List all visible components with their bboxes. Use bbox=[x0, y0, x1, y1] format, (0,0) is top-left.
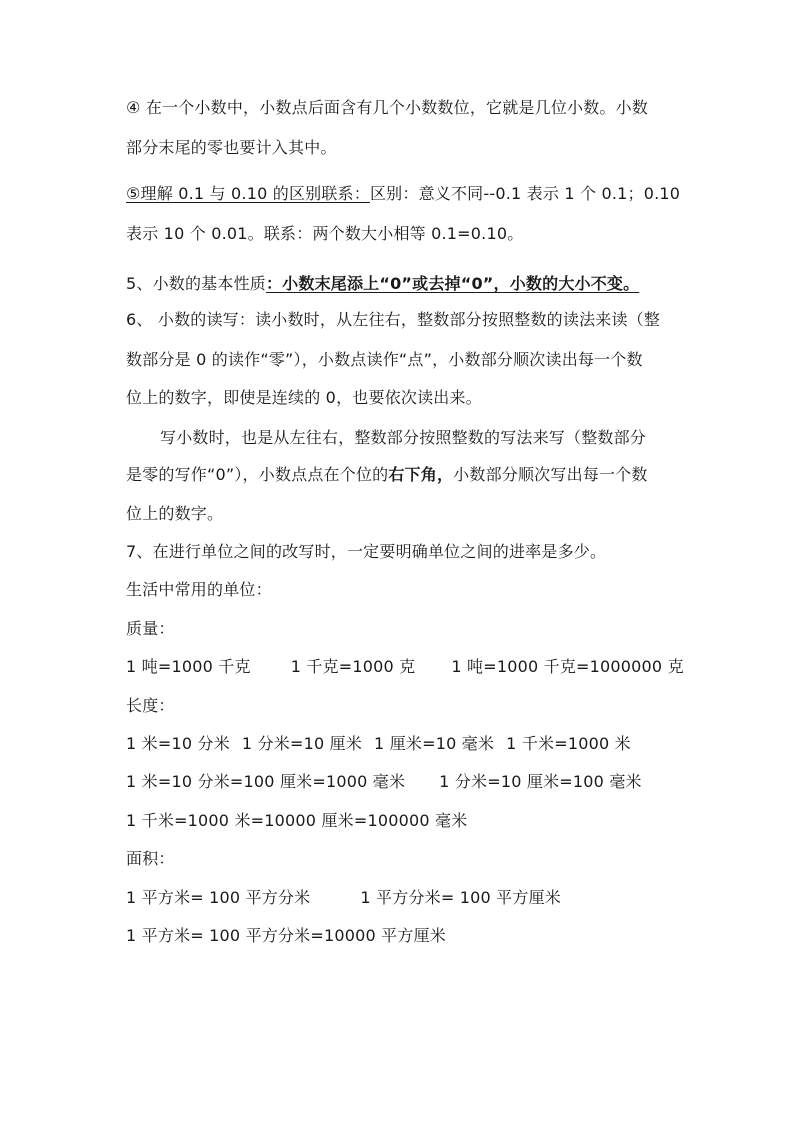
item5-circle-heading: ⑤理解 0.1 与 0.10 的区别联系： bbox=[126, 184, 370, 203]
item4-line1: ④ 在一个小数中，小数点后面含有几个小数数位，它就是几位小数。小数 bbox=[126, 98, 649, 117]
area-label: 面积： bbox=[126, 849, 175, 868]
length-eq4: 1 千米=1000 米 bbox=[506, 734, 631, 753]
item5-prefix: 5、小数的基本性质 bbox=[126, 274, 266, 293]
item6-line3: 位上的数字，即使是连续的 0，也要依次读出来。 bbox=[126, 388, 482, 407]
item5-circle-rest: 区别：意义不同--0.1 表示 1 个 0.1；0.10 bbox=[369, 184, 681, 203]
item6-line1: 6、 小数的读写：读小数时，从左往右，整数部分按照整数的读法来读（整 bbox=[126, 310, 661, 329]
mass-eq1: 1 吨=1000 千克 bbox=[126, 657, 251, 676]
item6-line5 bbox=[126, 463, 648, 487]
length-eq3: 1 厘米=10 毫米 bbox=[374, 734, 495, 753]
area-equations-row1 bbox=[126, 886, 561, 910]
item5-line bbox=[126, 272, 639, 296]
mass-eq3: 1 吨=1000 千克=1000000 克 bbox=[451, 657, 684, 676]
mass-equations bbox=[126, 655, 684, 679]
length-eq2: 1 分米=10 厘米 bbox=[241, 734, 363, 753]
units-intro: 生活中常用的单位： bbox=[126, 580, 272, 599]
item6-line2: 数部分是 0 的读作“零”），小数点读作“点”，小数部分顺次读出每一个数 bbox=[126, 350, 643, 369]
length-eq5: 1 米=10 分米=100 厘米=1000 毫米 bbox=[126, 772, 406, 791]
length-equations-row2 bbox=[126, 770, 642, 794]
item6-line5-bold: 右下角， bbox=[388, 465, 454, 484]
item5-bold-rule: ：小数末尾添上“0”或去掉“0”，小数的大小不变。 bbox=[265, 274, 640, 293]
item6-line6: 位上的数字。 bbox=[126, 504, 224, 523]
mass-eq2: 1 千克=1000 克 bbox=[290, 657, 416, 676]
length-eq1: 1 米=10 分米 bbox=[126, 734, 230, 753]
length-label: 长度： bbox=[126, 696, 175, 715]
item7-line1: 7、在进行单位之间的改写时，一定要明确单位之间的进率是多少。 bbox=[126, 542, 607, 561]
length-eq7: 1 千米=1000 米=10000 厘米=100000 毫米 bbox=[126, 811, 468, 830]
mass-label: 质量： bbox=[126, 619, 175, 638]
item6-line5-pre: 是零的写作“0”），小数点点在个位的 bbox=[126, 465, 389, 484]
item6-line5-post: 小数部分顺次写出每一个数 bbox=[453, 465, 648, 484]
item5-circle-line2: 表示 10 个 0.01。联系：两个数大小相等 0.1=0.10。 bbox=[126, 224, 524, 243]
item6-line4: 写小数时，也是从左往右，整数部分按照整数的写法来写（整数部分 bbox=[160, 428, 647, 447]
item5-circle-line1 bbox=[126, 182, 680, 206]
length-eq6: 1 分米=10 厘米=100 毫米 bbox=[439, 772, 642, 791]
area-eq3: 1 平方米= 100 平方分米=10000 平方厘米 bbox=[126, 926, 446, 945]
area-eq1: 1 平方米= 100 平方分米 bbox=[126, 888, 311, 907]
length-equations-row1 bbox=[126, 732, 631, 756]
area-eq2: 1 平方分米= 100 平方厘米 bbox=[360, 888, 561, 907]
item4-line2: 部分末尾的零也要计入其中。 bbox=[126, 138, 337, 157]
